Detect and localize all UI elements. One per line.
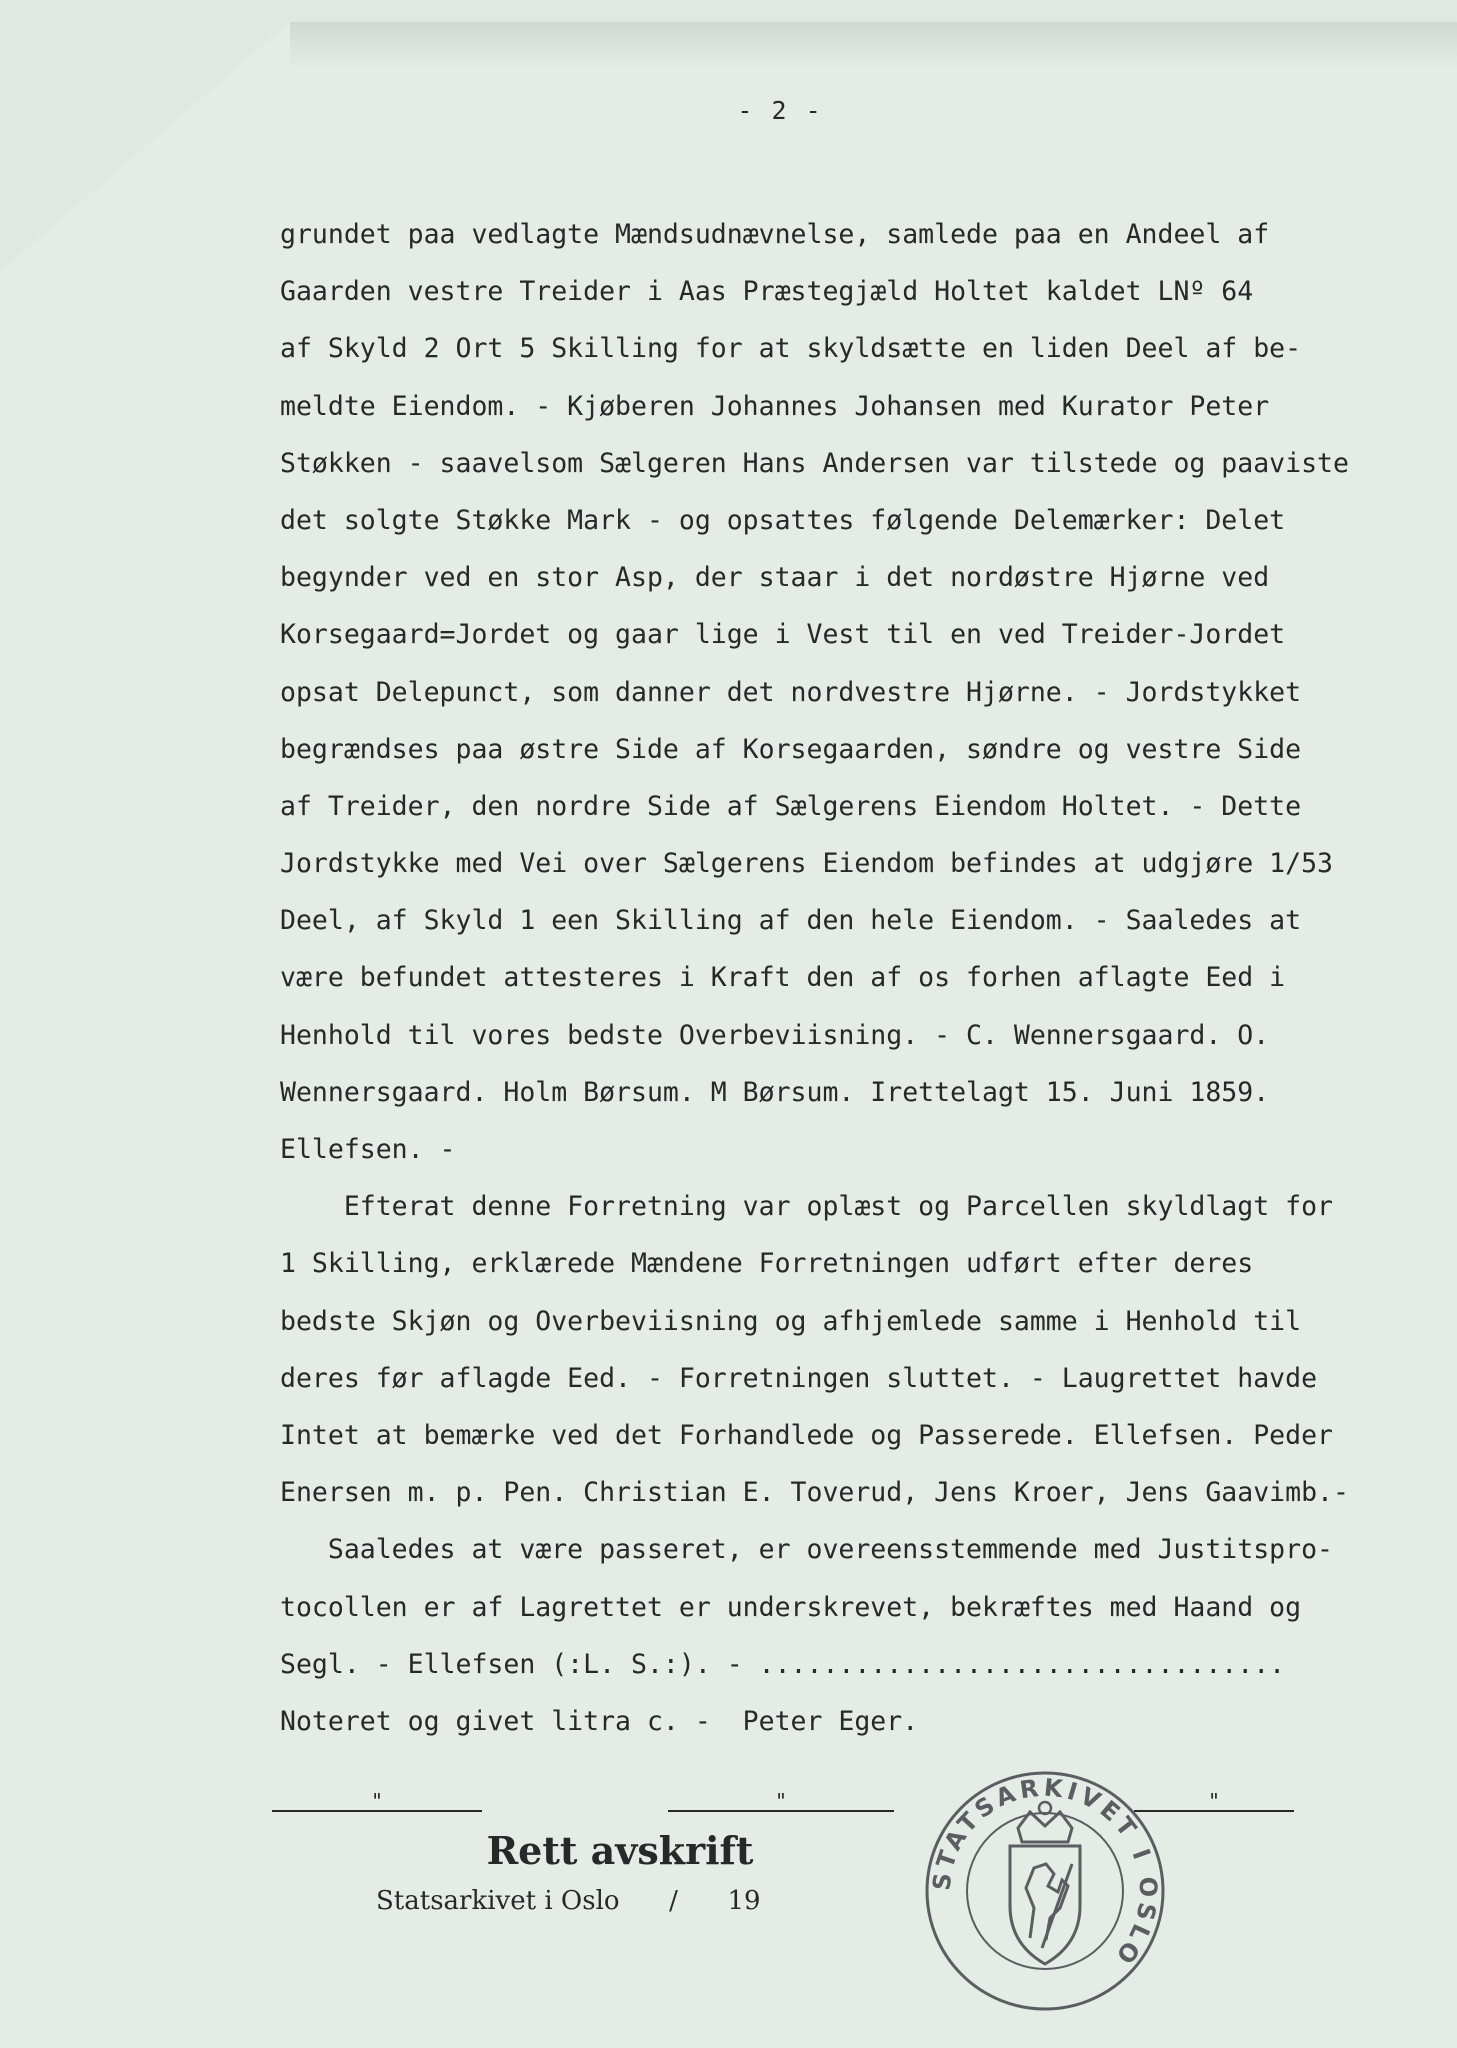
text-line: Wennersgaard. Holm Børsum. M Børsum. Irettelagt 15. Juni 1859. <box>280 1076 1270 1108</box>
text-line: Intet at bemærke ved det Forhandlede og Passerede. Ellefsen. Peder <box>280 1419 1333 1451</box>
text-line: det solgte Støkke Mark - og opsattes følgende Delemærker: Delet <box>280 504 1286 536</box>
ditto-mark: " <box>1207 1789 1221 1813</box>
text-line: Noteret og givet litra c. - Peter Eger. <box>280 1705 919 1737</box>
text-line: Gaarden vestre Treider i Aas Præstegjæld Holtet kaldet LNº 64 <box>280 276 1254 308</box>
text-line: deres før aflagde Eed. - Forretningen sluttet. - Laugrettet havde <box>280 1362 1318 1394</box>
text-line: begynder ved en stor Asp, der staar i det nordøstre Hjørne ved <box>280 562 1270 594</box>
signature-line-middle <box>668 1789 894 1813</box>
page-number: - 2 - <box>737 96 823 125</box>
typed-body-text <box>280 206 1440 1750</box>
text-line: Korsegaard=Jordet og gaar lige i Vest til en ved Treider-Jordet <box>280 619 1286 651</box>
text-line: Ellefsen. - <box>280 1134 456 1165</box>
text-line: 1 Skilling, erklærede Mændene Forretningen udført efter deres <box>280 1248 1254 1280</box>
seal-ring-text: STATSARKIVET I OSLO <box>927 1773 1163 1972</box>
text-line: meldte Eiendom. - Kjøberen Johannes Johansen med Kurator Peter <box>280 390 1270 422</box>
signature-lines <box>0 1782 1457 1812</box>
text-line: af Treider, den nordre Side af Sælgerens Eiendom Holtet. - Dette <box>280 790 1302 822</box>
text-line: Deel, af Skyld 1 een Skilling af den hele Eiendom. - Saaledes at <box>280 905 1302 937</box>
scan-edge-band <box>290 22 1457 70</box>
text-line: Segl. - Ellefsen (:L. S.:). - ................................. <box>280 1648 1286 1680</box>
text-line: Støkken - saavelsom Sælgeren Hans Andersen var tilstede og paaviste <box>280 447 1349 479</box>
ditto-mark: " <box>370 1789 384 1813</box>
text-line: Jordstykke med Vei over Sælgerens Eiendom befindes at udgjøre 1/53 <box>280 848 1333 880</box>
text-line: tocollen er af Lagrettet er underskrevet, bekræftes med Haand og <box>280 1591 1302 1623</box>
ditto-mark: " <box>774 1789 788 1813</box>
text-line: bedste Skjøn og Overbeviisning og afhjemlede samme i Henhold til <box>280 1305 1302 1337</box>
text-line: Efterat denne Forretning var oplæst og Parcellen skyldlagt for <box>280 1191 1333 1223</box>
certified-copy-title: Rett avskrift <box>486 1828 754 1873</box>
text-line: af Skyld 2 Ort 5 Skilling for at skyldsætte en liden Deel af be- <box>280 333 1302 365</box>
text-line: Enersen m. p. Pen. Christian E. Toverud, Jens Kroer, Jens Gaavimb.- <box>280 1477 1349 1509</box>
text-line: Saaledes at være passeret, er overeensstemmende med Justitspro- <box>280 1534 1333 1566</box>
text-line: Henhold til vores bedste Overbeviisning. - C. Wennersgaard. O. <box>280 1019 1270 1051</box>
archive-seal-icon <box>922 1768 1168 2014</box>
text-line: opsat Delepunct, som danner det nordvestre Hjørne. - Jordstykket <box>280 676 1302 708</box>
signature-line-left <box>272 1789 482 1813</box>
text-line: begrændses paa østre Side af Korsegaarden, søndre og vestre Side <box>280 733 1302 765</box>
archive-line: Statsarkivet i Oslo / 19 <box>376 1886 761 1916</box>
text-line: grundet paa vedlagte Mændsudnævnelse, samlede paa en Andeel af <box>280 219 1270 250</box>
text-line: være befundet attesteres i Kraft den af os forhen aflagte Eed i <box>280 962 1286 994</box>
